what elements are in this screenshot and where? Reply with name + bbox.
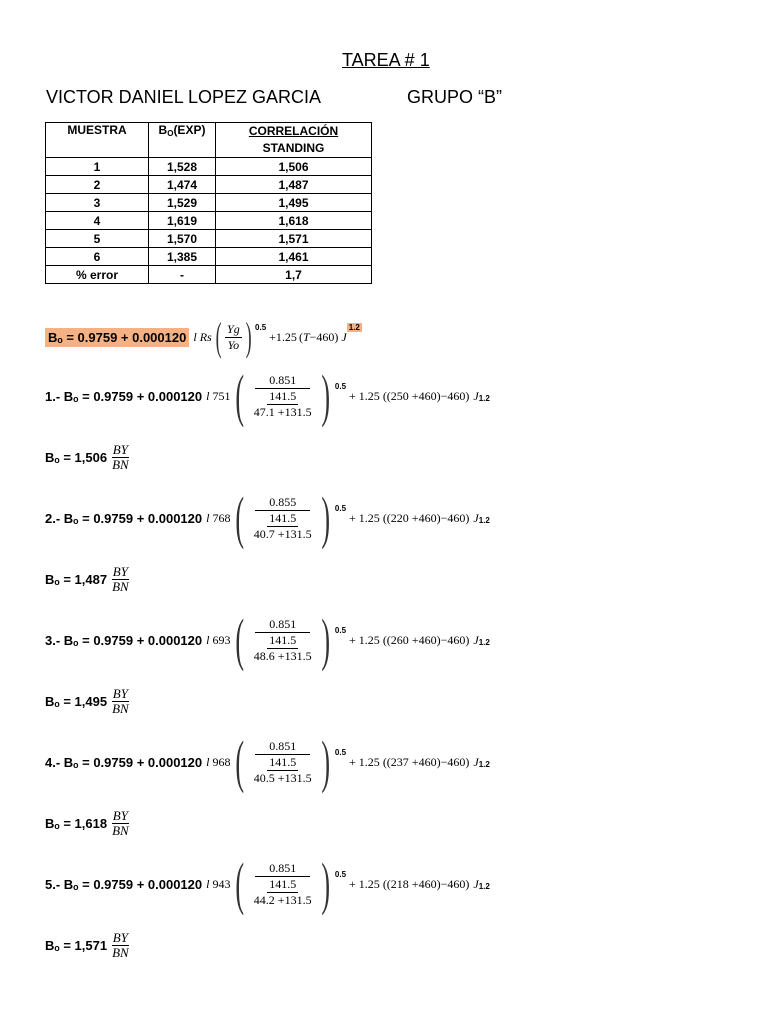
exponent-b: 1.2 [478,881,490,891]
step-prefix: 2.- Bₒ = 0.9759 + 0.000120 [45,510,203,526]
paren-close-small: ) [465,632,470,647]
j-close: J [473,632,479,647]
result-value: Bₒ = 1,487 [45,572,108,587]
step-result [45,687,130,716]
header-bo-exp: $B_O(EXP)$ [149,123,216,158]
api-fraction [252,877,314,908]
header-correlacion: CORRELACIÓN STANDING [216,123,372,158]
gravity-denominator [250,389,316,420]
rs-value: 693 [212,632,231,647]
step-prefix: 5.- Bₒ = 0.9759 + 0.000120 [45,876,203,892]
minus-460: −460 [440,876,466,891]
l-symbol: l [206,510,210,525]
temperature-term: ((237 +460) [382,754,441,769]
paren-open: ( [235,607,245,672]
api-numerator: 141.5 [269,632,297,647]
gravity-denominator [250,633,316,664]
table-row-error: % error - 1,7 [46,266,372,284]
unit-denominator: BN [112,823,129,838]
unit-fraction [111,443,130,472]
step-result [45,931,130,960]
temperature-term: ((218 +460) [382,876,441,891]
paren-close-small: ) [465,754,470,769]
api-denominator: 48.6 +131.5 [253,648,312,663]
api-denominator: 47.1 +131.5 [253,404,312,419]
unit-denominator: BN [112,945,129,960]
paren-open: ( [235,851,245,916]
multiplier: + 1.25 [349,632,380,647]
gravity-fraction [250,861,316,908]
table-row: 3 1,529 1,495 [46,194,372,212]
gravity-fraction: $\frac{Yg}{Yo}$ [227,321,240,352]
result-value: Bₒ = 1,618 [45,816,108,831]
result-value: Bₒ = 1,506 [45,450,108,465]
step-result [45,809,130,838]
l-symbol: l [206,388,210,403]
gravity-numerator: 0.851 [255,739,310,755]
unit-numerator: BY [112,564,128,579]
unit-fraction [111,565,130,594]
exponent-a: 0.5 [334,503,347,513]
result-value: Bₒ = 1,571 [45,938,108,953]
multiplier: + 1.25 [349,388,380,403]
results-table [45,122,372,284]
minus-460: −460 [440,754,466,769]
step-prefix: 4.- Bₒ = 0.9759 + 0.000120 [45,754,203,770]
table-row: 5 1,570 1,571 [46,230,372,248]
header-muestra: MUESTRA [46,123,149,158]
gravity-numerator: 0.851 [255,373,310,389]
step-prefix: 3.- Bₒ = 0.9759 + 0.000120 [45,632,203,648]
multiplier: + 1.25 [349,510,380,525]
j-close: J [473,754,479,769]
paren-close-small: ) [465,388,470,403]
api-denominator: 44.2 +131.5 [253,892,312,907]
step-result [45,565,130,594]
step-equation [45,363,490,428]
paren-open: ( [235,485,245,550]
api-denominator: 40.7 +131.5 [253,526,312,541]
exponent-a: 0.5 [334,625,347,635]
gravity-numerator: 0.851 [255,861,310,877]
paren-close: ) [320,485,330,550]
api-fraction [252,633,314,664]
formula-lhs: Bₒ = 0.9759 + 0.000120 [45,328,189,347]
gravity-denominator [250,755,316,786]
gravity-numerator: 0.851 [255,617,310,633]
api-numerator: 141.5 [269,510,297,525]
exponent-b: 1.2 [478,759,490,769]
step-equation [45,851,490,916]
rs-value: 943 [212,876,231,891]
step-equation [45,485,490,550]
rs-value: 968 [212,754,231,769]
gravity-fraction [250,495,316,542]
paren-open: ( [235,729,245,794]
step-prefix: 1.- Bₒ = 0.9759 + 0.000120 [45,388,203,404]
table-row: 1 1,528 1,506 [46,158,372,176]
exponent-a: 0.5 [334,381,347,391]
group-label: GRUPO “B” [407,87,503,107]
result-value: Bₒ = 1,495 [45,694,108,709]
step-result [45,443,130,472]
multiplier: + 1.25 [349,876,380,891]
paren-close: ) [320,851,330,916]
unit-denominator: BN [112,579,129,594]
minus-460: −460 [440,632,466,647]
gravity-fraction [250,373,316,420]
gravity-numerator: 0.855 [255,495,310,511]
temperature-term: ((260 +460) [382,632,441,647]
paren-close-small: ) [465,876,470,891]
unit-fraction [111,809,130,838]
unit-fraction [111,931,130,960]
gravity-fraction [250,739,316,786]
paren-close: ) [320,363,330,428]
api-fraction [252,511,314,542]
exponent-a: 0.5 [334,747,347,757]
paren-close-small: ) [465,510,470,525]
j-close: J [473,510,479,525]
temperature-term: ((250 +460) [382,388,441,403]
minus-460: −460 [440,510,466,525]
unit-numerator: BY [112,930,128,945]
step-equation [45,607,490,672]
unit-numerator: BY [112,686,128,701]
unit-fraction [111,687,130,716]
api-numerator: 141.5 [269,876,297,891]
l-symbol: l [206,876,210,891]
exponent-b: 1.2 [478,637,490,647]
gravity-denominator [250,877,316,908]
api-fraction [252,389,314,420]
j-close: J [473,876,479,891]
rs-value: 751 [212,388,231,403]
unit-denominator: BN [112,457,129,472]
unit-denominator: BN [112,701,129,716]
table-row: 4 1,619 1,618 [46,212,372,230]
exponent-a: 0.5 [334,869,347,879]
step-equation [45,729,490,794]
api-fraction [252,755,314,786]
l-symbol: l [206,754,210,769]
unit-numerator: BY [112,442,128,457]
unit-numerator: BY [112,808,128,823]
paren-open: ( [235,363,245,428]
minus-460: −460 [440,388,466,403]
student-name: VICTOR DANIEL LOPEZ GARCIA [46,87,322,107]
api-denominator: 40.5 +131.5 [253,770,312,785]
api-numerator: 141.5 [269,754,297,769]
temperature-term: ((220 +460) [382,510,441,525]
paren-close: ) [320,607,330,672]
table-row: 6 1,385 1,461 [46,248,372,266]
l-symbol: l [206,632,210,647]
gravity-fraction [250,617,316,664]
multiplier: + 1.25 [349,754,380,769]
j-close: J [473,388,479,403]
general-formula: Bₒ = 0.9759 + 0.000120 l Rs ( $\frac{Yg}{Yo}$ ) 0.5 +1.25 ( T −460 ) J 1.2 [45,313,362,361]
exponent-b: 1.2 [478,515,490,525]
api-numerator: 141.5 [269,388,297,403]
rs-value: 768 [212,510,231,525]
paren-close: ) [320,729,330,794]
exponent-b: 1.2 [478,393,490,403]
gravity-denominator [250,511,316,542]
page-title: TAREA # 1 [342,50,430,70]
table-row: 2 1,474 1,487 [46,176,372,194]
